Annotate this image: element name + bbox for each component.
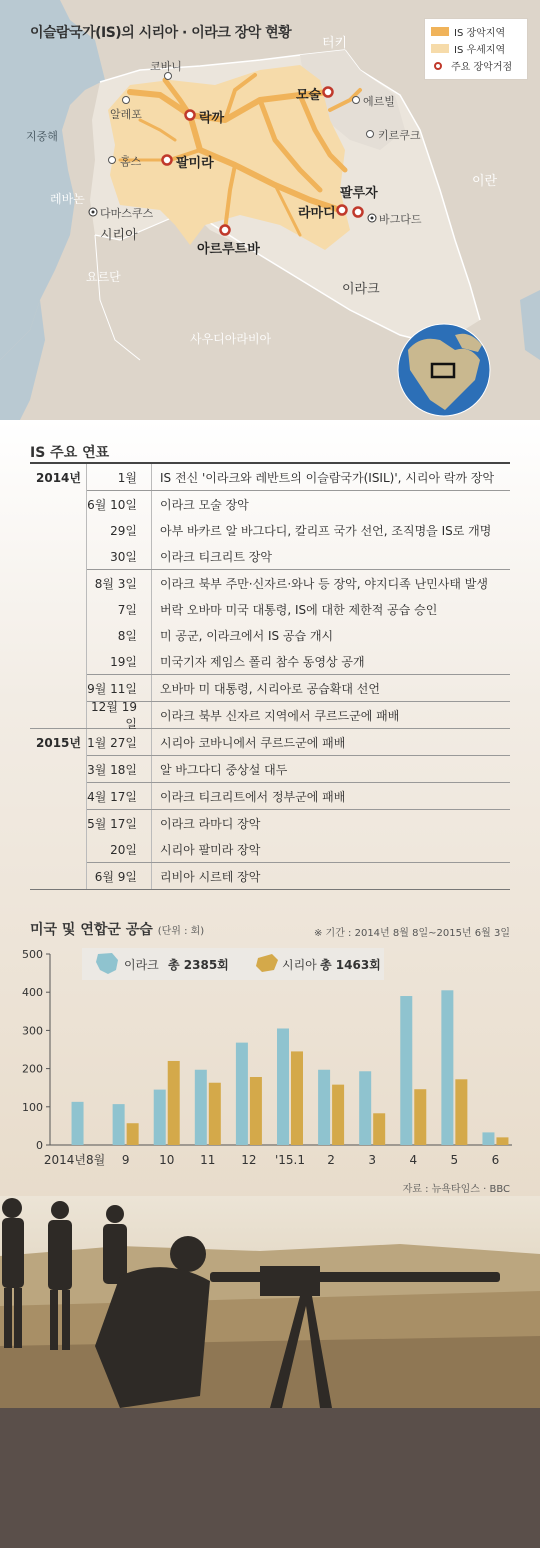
y-tick-label: 200 bbox=[22, 1062, 43, 1076]
map-legend bbox=[424, 18, 528, 80]
city-raqqa: 락까 bbox=[199, 111, 225, 126]
legend-iraq-name: 이라크 bbox=[124, 958, 159, 972]
event-text: 아부 바카르 알 바그다디, 칼리프 국가 선언, 조직명을 IS로 개명 bbox=[151, 517, 510, 543]
timeline-year-label: 2015년 bbox=[36, 736, 81, 750]
event-date: 1월 27일 bbox=[87, 735, 137, 750]
x-tick-label: 6 bbox=[491, 1153, 500, 1167]
bar-iraq bbox=[72, 1102, 84, 1145]
bar-syria bbox=[414, 1089, 426, 1145]
timeline-month-group bbox=[87, 700, 510, 731]
fighters-photo-illustration bbox=[0, 1196, 540, 1408]
timeline-month-group bbox=[87, 810, 510, 863]
event-text: 이라크 북부 주만·신자르·와나 등 장악, 야지디족 난민사태 발생 bbox=[151, 570, 510, 596]
event-date: 9월 11일 bbox=[87, 681, 137, 696]
bar-syria bbox=[168, 1061, 180, 1145]
timeline-event bbox=[87, 836, 510, 862]
event-date: 8월 3일 bbox=[94, 576, 137, 591]
label-iran: 이란 bbox=[472, 174, 498, 189]
label-syria: 시리아 bbox=[100, 228, 138, 243]
city-palmyra: 팔미라 bbox=[176, 156, 214, 171]
stronghold-marker-icon bbox=[434, 62, 442, 70]
y-tick-label: 100 bbox=[22, 1100, 43, 1114]
event-date: 30일 bbox=[110, 549, 137, 564]
chart-title-text: 미국 및 연합군 공습 bbox=[30, 922, 153, 938]
bar-iraq bbox=[113, 1104, 125, 1145]
bar-iraq bbox=[318, 1070, 330, 1145]
y-tick-label: 300 bbox=[22, 1024, 43, 1038]
timeline-groups bbox=[86, 729, 510, 889]
event-text: 오바마 미 대통령, 시리아로 공습확대 선언 bbox=[151, 675, 510, 701]
bar-syria bbox=[291, 1051, 303, 1145]
bar-iraq bbox=[359, 1071, 371, 1145]
label-iraq: 이라크 bbox=[342, 282, 380, 297]
legend-syria-name: 시리아 bbox=[282, 958, 317, 972]
timeline-event bbox=[87, 517, 510, 543]
bar-syria bbox=[455, 1079, 467, 1145]
timeline-groups bbox=[86, 464, 510, 731]
x-tick-label: 11 bbox=[200, 1153, 216, 1167]
timeline-event bbox=[87, 648, 510, 674]
label-lebanon: 레바논 bbox=[50, 192, 85, 206]
bar-iraq bbox=[441, 990, 453, 1145]
timeline-month-group bbox=[87, 729, 510, 756]
event-date: 19일 bbox=[110, 654, 137, 669]
x-tick-label: 4 bbox=[409, 1153, 418, 1167]
timeline-month-group bbox=[87, 863, 510, 889]
map-title: 이슬람국가(IS)의 시리아 · 이라크 장악 현황 bbox=[30, 25, 292, 41]
event-date: 3월 18일 bbox=[87, 762, 137, 777]
timeline-year-1 bbox=[30, 729, 510, 889]
event-date: 6월 10일 bbox=[87, 497, 137, 512]
y-tick-label: 400 bbox=[22, 986, 43, 1000]
timeline-event bbox=[87, 543, 510, 569]
globe-icon bbox=[398, 324, 490, 416]
bar-syria bbox=[373, 1113, 385, 1145]
city-erbil: 에르빌 bbox=[363, 95, 395, 108]
city-damascus: 다마스쿠스 bbox=[100, 207, 154, 220]
event-text: 시리아 코바니에서 쿠르드군에 패배 bbox=[151, 729, 510, 755]
timeline-month-group bbox=[87, 491, 510, 570]
timeline-month-group bbox=[87, 464, 510, 491]
timeline-event bbox=[87, 810, 510, 836]
event-date: 1월 bbox=[117, 470, 137, 485]
legend-controlled: IS 장악지역 bbox=[431, 23, 521, 40]
bar-iraq bbox=[236, 1043, 248, 1145]
event-text: 이라크 모술 장악 bbox=[151, 491, 510, 517]
timeline-event bbox=[87, 570, 510, 596]
region-map bbox=[0, 0, 540, 420]
chart-source: 자료 : 뉴욕타임스 · BBC bbox=[402, 1184, 510, 1195]
timeline-event bbox=[87, 596, 510, 622]
legend-swatch-controlled bbox=[431, 27, 449, 36]
event-text: 알 바그다디 중상설 대두 bbox=[151, 756, 510, 782]
event-date: 12월 19일 bbox=[91, 700, 137, 731]
event-text: 시리아 팔미라 장악 bbox=[151, 836, 510, 862]
x-tick-label: 12 bbox=[241, 1153, 257, 1167]
x-tick-label: '15.1 bbox=[274, 1153, 306, 1167]
chart-unit: (단위 : 회) bbox=[157, 926, 205, 937]
city-ramadi: 라마디 bbox=[298, 206, 336, 221]
bar-iraq bbox=[154, 1090, 166, 1145]
city-kobani: 코바니 bbox=[150, 60, 182, 73]
y-tick-label: 0 bbox=[36, 1139, 43, 1152]
bar-iraq bbox=[400, 996, 412, 1145]
timeline-event bbox=[87, 464, 510, 490]
bar-iraq bbox=[277, 1028, 289, 1145]
timeline-event bbox=[87, 756, 510, 782]
timeline-year-label: 2014년 bbox=[36, 471, 81, 485]
event-text: 이라크 라마디 장악 bbox=[151, 810, 510, 836]
legend-swatch-dominant bbox=[431, 44, 449, 53]
timeline-title: IS 주요 연표 bbox=[30, 445, 110, 461]
label-jordan: 요르단 bbox=[86, 270, 121, 284]
city-aleppo: 알레포 bbox=[110, 108, 142, 121]
timeline-event bbox=[87, 863, 510, 889]
event-text: 이라크 북부 신자르 지역에서 쿠르드군에 패배 bbox=[151, 702, 510, 728]
event-date: 6월 9일 bbox=[94, 869, 137, 884]
bar-syria bbox=[332, 1085, 344, 1145]
x-tick-label: 5 bbox=[450, 1153, 459, 1167]
legend-stronghold: 주요 장악거점 bbox=[431, 57, 521, 74]
bar-syria bbox=[496, 1137, 508, 1145]
x-tick-label: 2 bbox=[327, 1153, 335, 1167]
city-baghdad: 바그다드 bbox=[379, 213, 422, 226]
timeline-event bbox=[87, 491, 510, 517]
y-tick-label: 500 bbox=[22, 948, 43, 961]
event-date: 4월 17일 bbox=[87, 789, 137, 804]
city-rutba: 아르루트바 bbox=[197, 242, 260, 257]
timeline-month-group bbox=[87, 756, 510, 783]
event-text: 이라크 티크리트에서 정부군에 패배 bbox=[151, 783, 510, 809]
chart-period: ※ 기간 : 2014년 8월 8일~2015년 6월 3일 bbox=[313, 928, 510, 939]
x-tick-label: 3 bbox=[368, 1153, 377, 1167]
label-saudi: 사우디아라비아 bbox=[190, 332, 272, 346]
legend-dominant: IS 우세지역 bbox=[431, 40, 521, 57]
city-homs: 홈스 bbox=[120, 155, 142, 168]
event-date: 7일 bbox=[117, 602, 137, 617]
city-kirkuk: 키르쿠크 bbox=[378, 129, 421, 142]
timeline-month-group bbox=[87, 570, 510, 675]
event-date: 20일 bbox=[110, 842, 137, 857]
bar-iraq bbox=[195, 1070, 207, 1145]
legend-iraq-total: 총 2385회 bbox=[168, 958, 229, 972]
event-date: 8일 bbox=[117, 628, 137, 643]
bar-iraq bbox=[482, 1132, 494, 1145]
bar-syria bbox=[250, 1077, 262, 1145]
x-tick-label: 9 bbox=[121, 1153, 130, 1167]
timeline-event bbox=[87, 622, 510, 648]
x-tick-label: 2014년8월 bbox=[43, 1153, 106, 1167]
airstrike-bar-chart bbox=[0, 940, 540, 1180]
timeline-month-group bbox=[87, 783, 510, 810]
event-date: 5월 17일 bbox=[87, 816, 137, 831]
timeline-event bbox=[87, 729, 510, 755]
event-text: 이라크 티크리트 장악 bbox=[151, 543, 510, 569]
timeline-year-0 bbox=[30, 464, 510, 729]
event-text: IS 전신 '이라크와 레반트의 이슬람국가(ISIL)', 시리아 락까 장악 bbox=[151, 464, 510, 490]
timeline-table bbox=[30, 462, 510, 890]
legend-syria-total: 총 1463회 bbox=[320, 958, 381, 972]
timeline-event bbox=[87, 700, 510, 731]
x-tick-label: 10 bbox=[159, 1153, 175, 1167]
event-text: 미국기자 제임스 폴리 참수 동영상 공개 bbox=[151, 648, 510, 674]
city-fallujah: 팔루자 bbox=[340, 186, 378, 201]
label-turkey: 터키 bbox=[322, 36, 348, 51]
chart-title bbox=[30, 919, 204, 939]
event-text: 리비아 시르테 장악 bbox=[151, 863, 510, 889]
label-mediterranean: 지중해 bbox=[26, 130, 58, 143]
footer-band bbox=[0, 1408, 540, 1548]
city-mosul: 모술 bbox=[296, 88, 322, 103]
event-text: 미 공군, 이라크에서 IS 공습 개시 bbox=[151, 622, 510, 648]
bar-syria bbox=[209, 1083, 221, 1145]
timeline-event bbox=[87, 783, 510, 809]
event-text: 버락 오바마 미국 대통령, IS에 대한 제한적 공습 승인 bbox=[151, 596, 510, 622]
bar-syria bbox=[127, 1123, 139, 1145]
event-date: 29일 bbox=[110, 523, 137, 538]
